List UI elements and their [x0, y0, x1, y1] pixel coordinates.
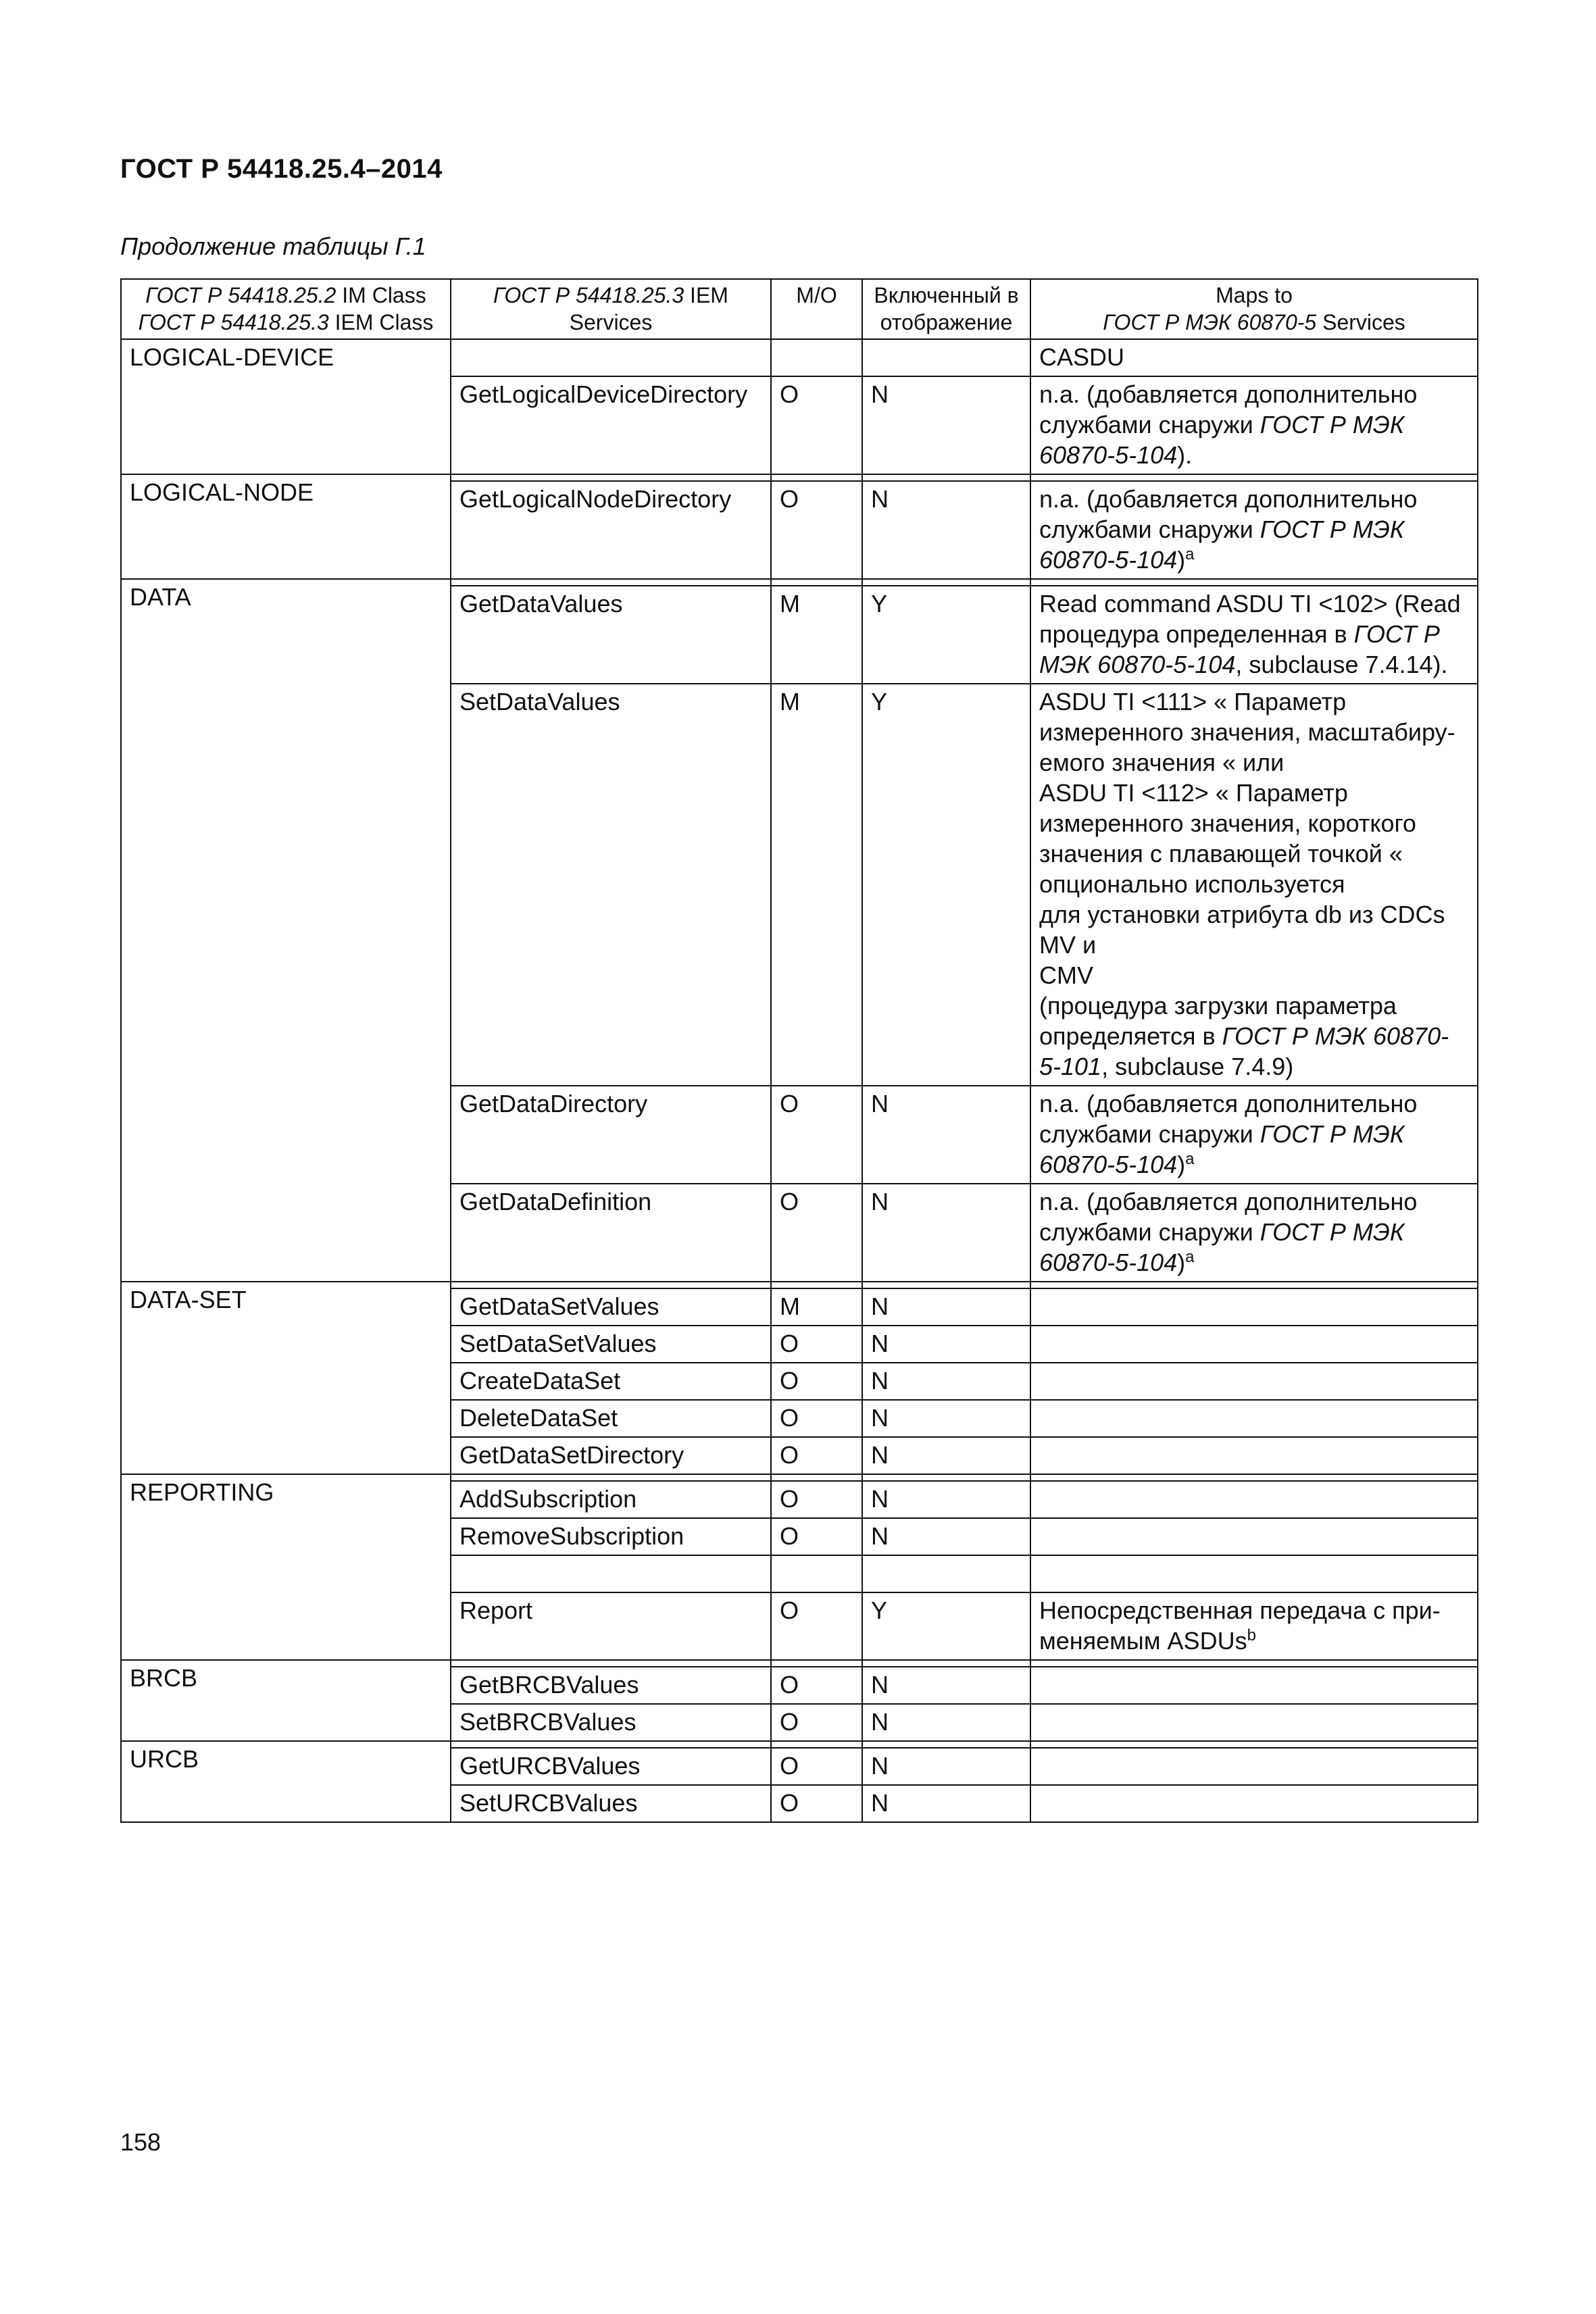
maps-cell: CASDU — [1030, 339, 1478, 376]
class-cell: LOGICAL-DEVICE — [121, 339, 451, 474]
service-cell: SetDataValues — [451, 684, 771, 1086]
class-row — [121, 1741, 1478, 1748]
included-cell: N — [862, 376, 1030, 474]
mo-cell: O — [771, 1592, 862, 1660]
service-cell: GetLogicalDeviceDirectory — [451, 376, 771, 474]
mo-cell: O — [771, 1437, 862, 1474]
mo-cell: O — [771, 1400, 862, 1437]
service-cell: CreateDataSet — [451, 1363, 771, 1400]
service-cell: SetBRCBValues — [451, 1704, 771, 1741]
table-header-row — [121, 279, 1478, 339]
included-cell: N — [862, 1667, 1030, 1704]
class-row — [121, 1282, 1478, 1288]
service-cell: DeleteDataSet — [451, 1400, 771, 1437]
mo-cell: O — [771, 1667, 862, 1704]
included-cell: N — [862, 1326, 1030, 1363]
mo-cell: O — [771, 1704, 862, 1741]
mo-cell: M — [771, 1288, 862, 1326]
mo-cell: O — [771, 481, 862, 579]
included-cell: N — [862, 1363, 1030, 1400]
class-cell: BRCB — [121, 1660, 451, 1741]
mo-cell: M — [771, 684, 862, 1086]
mo-cell: O — [771, 1363, 862, 1400]
included-cell: Y — [862, 1592, 1030, 1660]
service-cell: GetDataDirectory — [451, 1086, 771, 1184]
service-cell: RemoveSubscription — [451, 1518, 771, 1555]
class-cell: DATA — [121, 579, 451, 1282]
maps-cell: n.a. (добавляется дополнительно службами снаружи ГОСТ Р МЭК 60870-5-104)$^a$ — [1030, 1086, 1478, 1184]
class-row — [121, 579, 1478, 586]
mo-cell: O — [771, 1086, 862, 1184]
service-cell: AddSubscription — [451, 1481, 771, 1518]
mo-cell: O — [771, 1518, 862, 1555]
service-cell: GetDataSetDirectory — [451, 1437, 771, 1474]
maps-cell: n.a. (добавляется дополнительно службами снаружи ГОСТ Р МЭК 60870-5-104). — [1030, 376, 1478, 474]
class-row — [121, 339, 1478, 376]
included-cell: N — [862, 1785, 1030, 1822]
class-cell: URCB — [121, 1741, 451, 1822]
class-row — [121, 1474, 1478, 1481]
mo-cell: O — [771, 1326, 862, 1363]
mo-cell: O — [771, 1184, 862, 1282]
mo-cell: O — [771, 1785, 862, 1822]
class-cell: DATA-SET — [121, 1282, 451, 1474]
maps-cell: Read command ASDU TI <102> (Read процедура определенная в ГОСТ Р МЭК 60870-5-104, subclause 7.4.14). — [1030, 586, 1478, 684]
service-cell: GetURCBValues — [451, 1748, 771, 1785]
header-included: Включенный в отображение — [862, 279, 1030, 339]
mo-cell: O — [771, 376, 862, 474]
included-cell: Y — [862, 684, 1030, 1086]
maps-cell: ASDU TI <111> « Параметр измеренного значения, масштабиру- емого значения « или ASDU TI <112> « Параметр измеренного значения, короткого значения с плавающей точкой « опционально используется для установки атрибута db из CDCs MV и CMV (процедура загрузки параметра определяется в ГОСТ Р МЭК 60870-5-101, subclause 7.4.9) — [1030, 684, 1478, 1086]
header-iem-services: ГОСТ Р 54418.25.3 IEM Services — [451, 279, 771, 339]
class-row — [121, 1660, 1478, 1667]
included-cell: N — [862, 1748, 1030, 1785]
service-cell: GetDataDefinition — [451, 1184, 771, 1282]
service-cell: GetDataValues — [451, 586, 771, 684]
maps-cell: n.a. (добавляется дополнительно службами снаружи ГОСТ Р МЭК 60870-5-104)$^a$ — [1030, 1184, 1478, 1282]
header-im-class: ГОСТ Р 54418.25.2 IM Class ГОСТ Р 54418.25.3 IEM Class — [121, 279, 451, 339]
included-cell: N — [862, 1288, 1030, 1326]
included-cell: N — [862, 1184, 1030, 1282]
mo-cell: M — [771, 586, 862, 684]
included-cell: N — [862, 481, 1030, 579]
class-row — [121, 474, 1478, 481]
included-cell: N — [862, 1704, 1030, 1741]
maps-cell: Непосредственная передача с при-меняемым ASDUs$^b$ — [1030, 1592, 1478, 1660]
included-cell: N — [862, 1437, 1030, 1474]
table-caption: Продолжение таблицы Г.1 — [120, 232, 426, 260]
service-cell: GetBRCBValues — [451, 1667, 771, 1704]
included-cell: N — [862, 1481, 1030, 1518]
maps-cell: n.a. (добавляется дополнительно службами снаружи ГОСТ Р МЭК 60870-5-104)$^a$ — [1030, 481, 1478, 579]
service-cell: GetDataSetValues — [451, 1288, 771, 1326]
service-cell: Report — [451, 1592, 771, 1660]
mapping-table — [120, 278, 1478, 1823]
service-cell: SetDataSetValues — [451, 1326, 771, 1363]
included-cell: N — [862, 1518, 1030, 1555]
service-cell: GetLogicalNodeDirectory — [451, 481, 771, 579]
service-cell: SetURCBValues — [451, 1785, 771, 1822]
header-maps-to: Maps to ГОСТ Р МЭК 60870-5 Services — [1030, 279, 1478, 339]
included-cell: Y — [862, 586, 1030, 684]
header-mo: M/O — [771, 279, 862, 339]
class-cell: LOGICAL-NODE — [121, 474, 451, 579]
included-cell: N — [862, 1086, 1030, 1184]
class-cell: REPORTING — [121, 1474, 451, 1660]
mo-cell: O — [771, 1748, 862, 1785]
included-cell: N — [862, 1400, 1030, 1437]
mo-cell: O — [771, 1481, 862, 1518]
document-title: ГОСТ Р 54418.25.4–2014 — [120, 154, 443, 184]
page-number: 158 — [120, 2128, 161, 2156]
